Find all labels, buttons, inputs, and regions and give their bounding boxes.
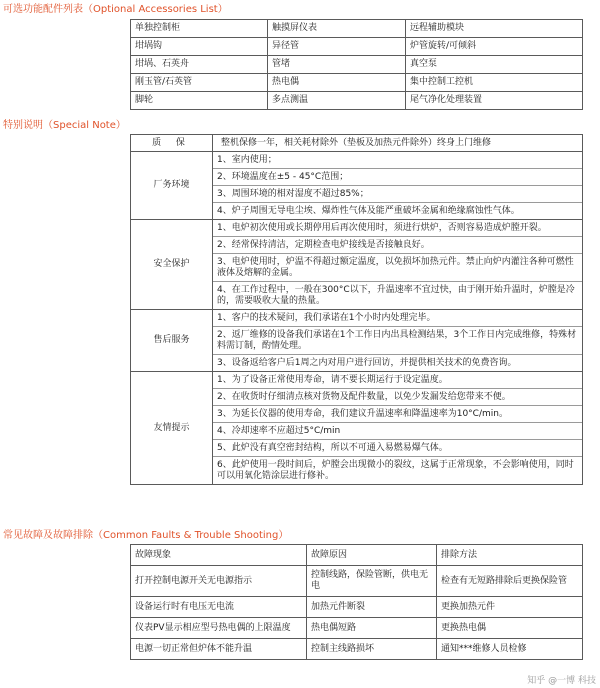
warranty-label: 质 保 <box>131 135 213 152</box>
accessories-cell: 热电偶 <box>268 74 406 92</box>
faults-header-row <box>131 545 583 566</box>
accessories-row <box>131 20 583 38</box>
faults-cell: 电源一切正常但炉体不能升温 <box>131 639 307 660</box>
accessories-cell: 尾气净化处理装置 <box>406 92 583 110</box>
faults-row <box>131 566 583 597</box>
notes-category: 友情提示 <box>131 372 213 485</box>
faults-cell: 打开控制电源开关无电源指示 <box>131 566 307 597</box>
notes-line: 4、冷却速率不应超过5°C/min <box>213 423 582 440</box>
faults-cell: 更换热电偶 <box>437 618 583 639</box>
accessories-cell: 脚轮 <box>131 92 268 110</box>
faults-row <box>131 597 583 618</box>
accessories-cell: 真空泵 <box>406 56 583 74</box>
faults-header-cell: 故障原因 <box>307 545 437 566</box>
accessories-row <box>131 92 583 110</box>
faults-row <box>131 618 583 639</box>
faults-header-cell: 故障现象 <box>131 545 307 566</box>
notes-content <box>213 152 583 220</box>
warranty-text: 整机保修一年，相关耗材除外（垫板及加热元件除外）终身上门维修 <box>213 135 583 152</box>
faults-header-cell: 排除方法 <box>437 545 583 566</box>
accessories-cell: 刚玉管/石英管 <box>131 74 268 92</box>
faults-cell: 检查有无短路排除后更换保险管 <box>437 566 583 597</box>
faults-cell: 加热元件断裂 <box>307 597 437 618</box>
notes-line: 1、客户的技术疑问，我们承诺在1个小时内处理完毕。 <box>213 310 582 327</box>
warranty-row <box>131 135 583 152</box>
faults-cell: 仪表PV显示相应型号热电偶的上限温度 <box>131 618 307 639</box>
accessories-row <box>131 38 583 56</box>
faults-cell: 热电偶短路 <box>307 618 437 639</box>
accessories-cell: 坩埚钩 <box>131 38 268 56</box>
notes-line: 2、经常保持清洁，定期检查电炉接线是否接触良好。 <box>213 237 582 254</box>
watermark: 知乎 @一博 科技 <box>527 676 596 686</box>
faults-cell: 控制线路，保险管断，供电无电 <box>307 566 437 597</box>
notes-group-row <box>131 220 583 310</box>
faults-section-title: 常见故障及故障排除（Common Faults & Trouble Shooting） <box>3 530 289 541</box>
accessories-cell: 管堵 <box>268 56 406 74</box>
accessories-cell: 炉管旋转/可倾斜 <box>406 38 583 56</box>
accessories-cell: 多点测温 <box>268 92 406 110</box>
notes-line: 1、电炉初次使用或长期停用后再次使用时，须进行烘炉，否则容易造成炉膛开裂。 <box>213 220 582 237</box>
accessories-row <box>131 74 583 92</box>
accessories-table <box>130 19 583 110</box>
accessories-section-title: 可选功能配件列表（Optional Accessories List） <box>3 4 228 15</box>
notes-line: 2、环境温度在±5 - 45°C范围； <box>213 169 582 186</box>
notes-line: 1、为了设备正常使用寿命，请不要长期运行于设定温度。 <box>213 372 582 389</box>
notes-line: 3、周围环境的相对湿度不超过85%； <box>213 186 582 203</box>
notes-group-row <box>131 310 583 372</box>
faults-cell: 控制主线路损坏 <box>307 639 437 660</box>
special-notes-table <box>130 134 583 485</box>
notes-group-row <box>131 372 583 485</box>
notes-category: 安全保护 <box>131 220 213 310</box>
faults-row <box>131 639 583 660</box>
notes-line: 4、炉子周围无导电尘埃、爆炸性气体及能严重破坏金属和绝缘腐蚀性气体。 <box>217 205 520 216</box>
notes-content <box>213 310 583 372</box>
faults-table <box>130 544 583 660</box>
accessories-cell: 集中控制工控机 <box>406 74 583 92</box>
notes-section-title: 特别说明（Special Note） <box>3 120 126 131</box>
notes-line: 3、为延长仪器的使用寿命，我们建议升温速率和降温速率为10°C/min。 <box>213 406 582 423</box>
faults-cell: 通知***维修人员检修 <box>437 639 583 660</box>
accessories-cell: 远程辅助模块 <box>406 20 583 38</box>
notes-line: 3、设备返给客户后1周之内对用户进行回访，并提供相关技术的免费咨询。 <box>217 357 517 368</box>
faults-cell: 设备运行时有电压无电流 <box>131 597 307 618</box>
notes-line: 2、返厂维修的设备我们承诺在1个工作日内出具检测结果，3个工作日内完成维修，特殊材料需订制，酌情处理。 <box>213 327 582 355</box>
accessories-cell: 单独控制柜 <box>131 20 268 38</box>
accessories-cell: 触摸屏仪表 <box>268 20 406 38</box>
notes-category: 售后服务 <box>131 310 213 372</box>
notes-content <box>213 372 583 485</box>
notes-line: 2、在收货时仔细清点核对货物及配件数量，以免少发漏发给您带来不便。 <box>213 389 582 406</box>
faults-cell: 更换加热元件 <box>437 597 583 618</box>
notes-line: 1、室内使用； <box>213 152 582 169</box>
notes-content <box>213 220 583 310</box>
notes-line: 3、电炉使用时，炉温不得超过额定温度，以免损坏加热元件。禁止向炉内灌注各种可燃性液体及熔解的金属。 <box>213 254 582 282</box>
notes-group-row <box>131 152 583 220</box>
accessories-cell: 异径管 <box>268 38 406 56</box>
notes-line: 5、此炉没有真空密封结构，所以不可通入易燃易爆气体。 <box>213 440 582 457</box>
notes-category: 厂务环境 <box>131 152 213 220</box>
notes-line: 4、在工作过程中，一般在300°C以下，升温速率不宜过快，由于刚开始升温时，炉膛是冷的，需要吸收大量的热量。 <box>217 284 575 306</box>
notes-line: 6、此炉使用一段时间后，炉膛会出现微小的裂纹，这属于正常现象，不会影响使用，同时可以用氧化锆涂层进行修补。 <box>217 459 574 481</box>
accessories-cell: 坩埚、石英舟 <box>131 56 268 74</box>
accessories-row <box>131 56 583 74</box>
